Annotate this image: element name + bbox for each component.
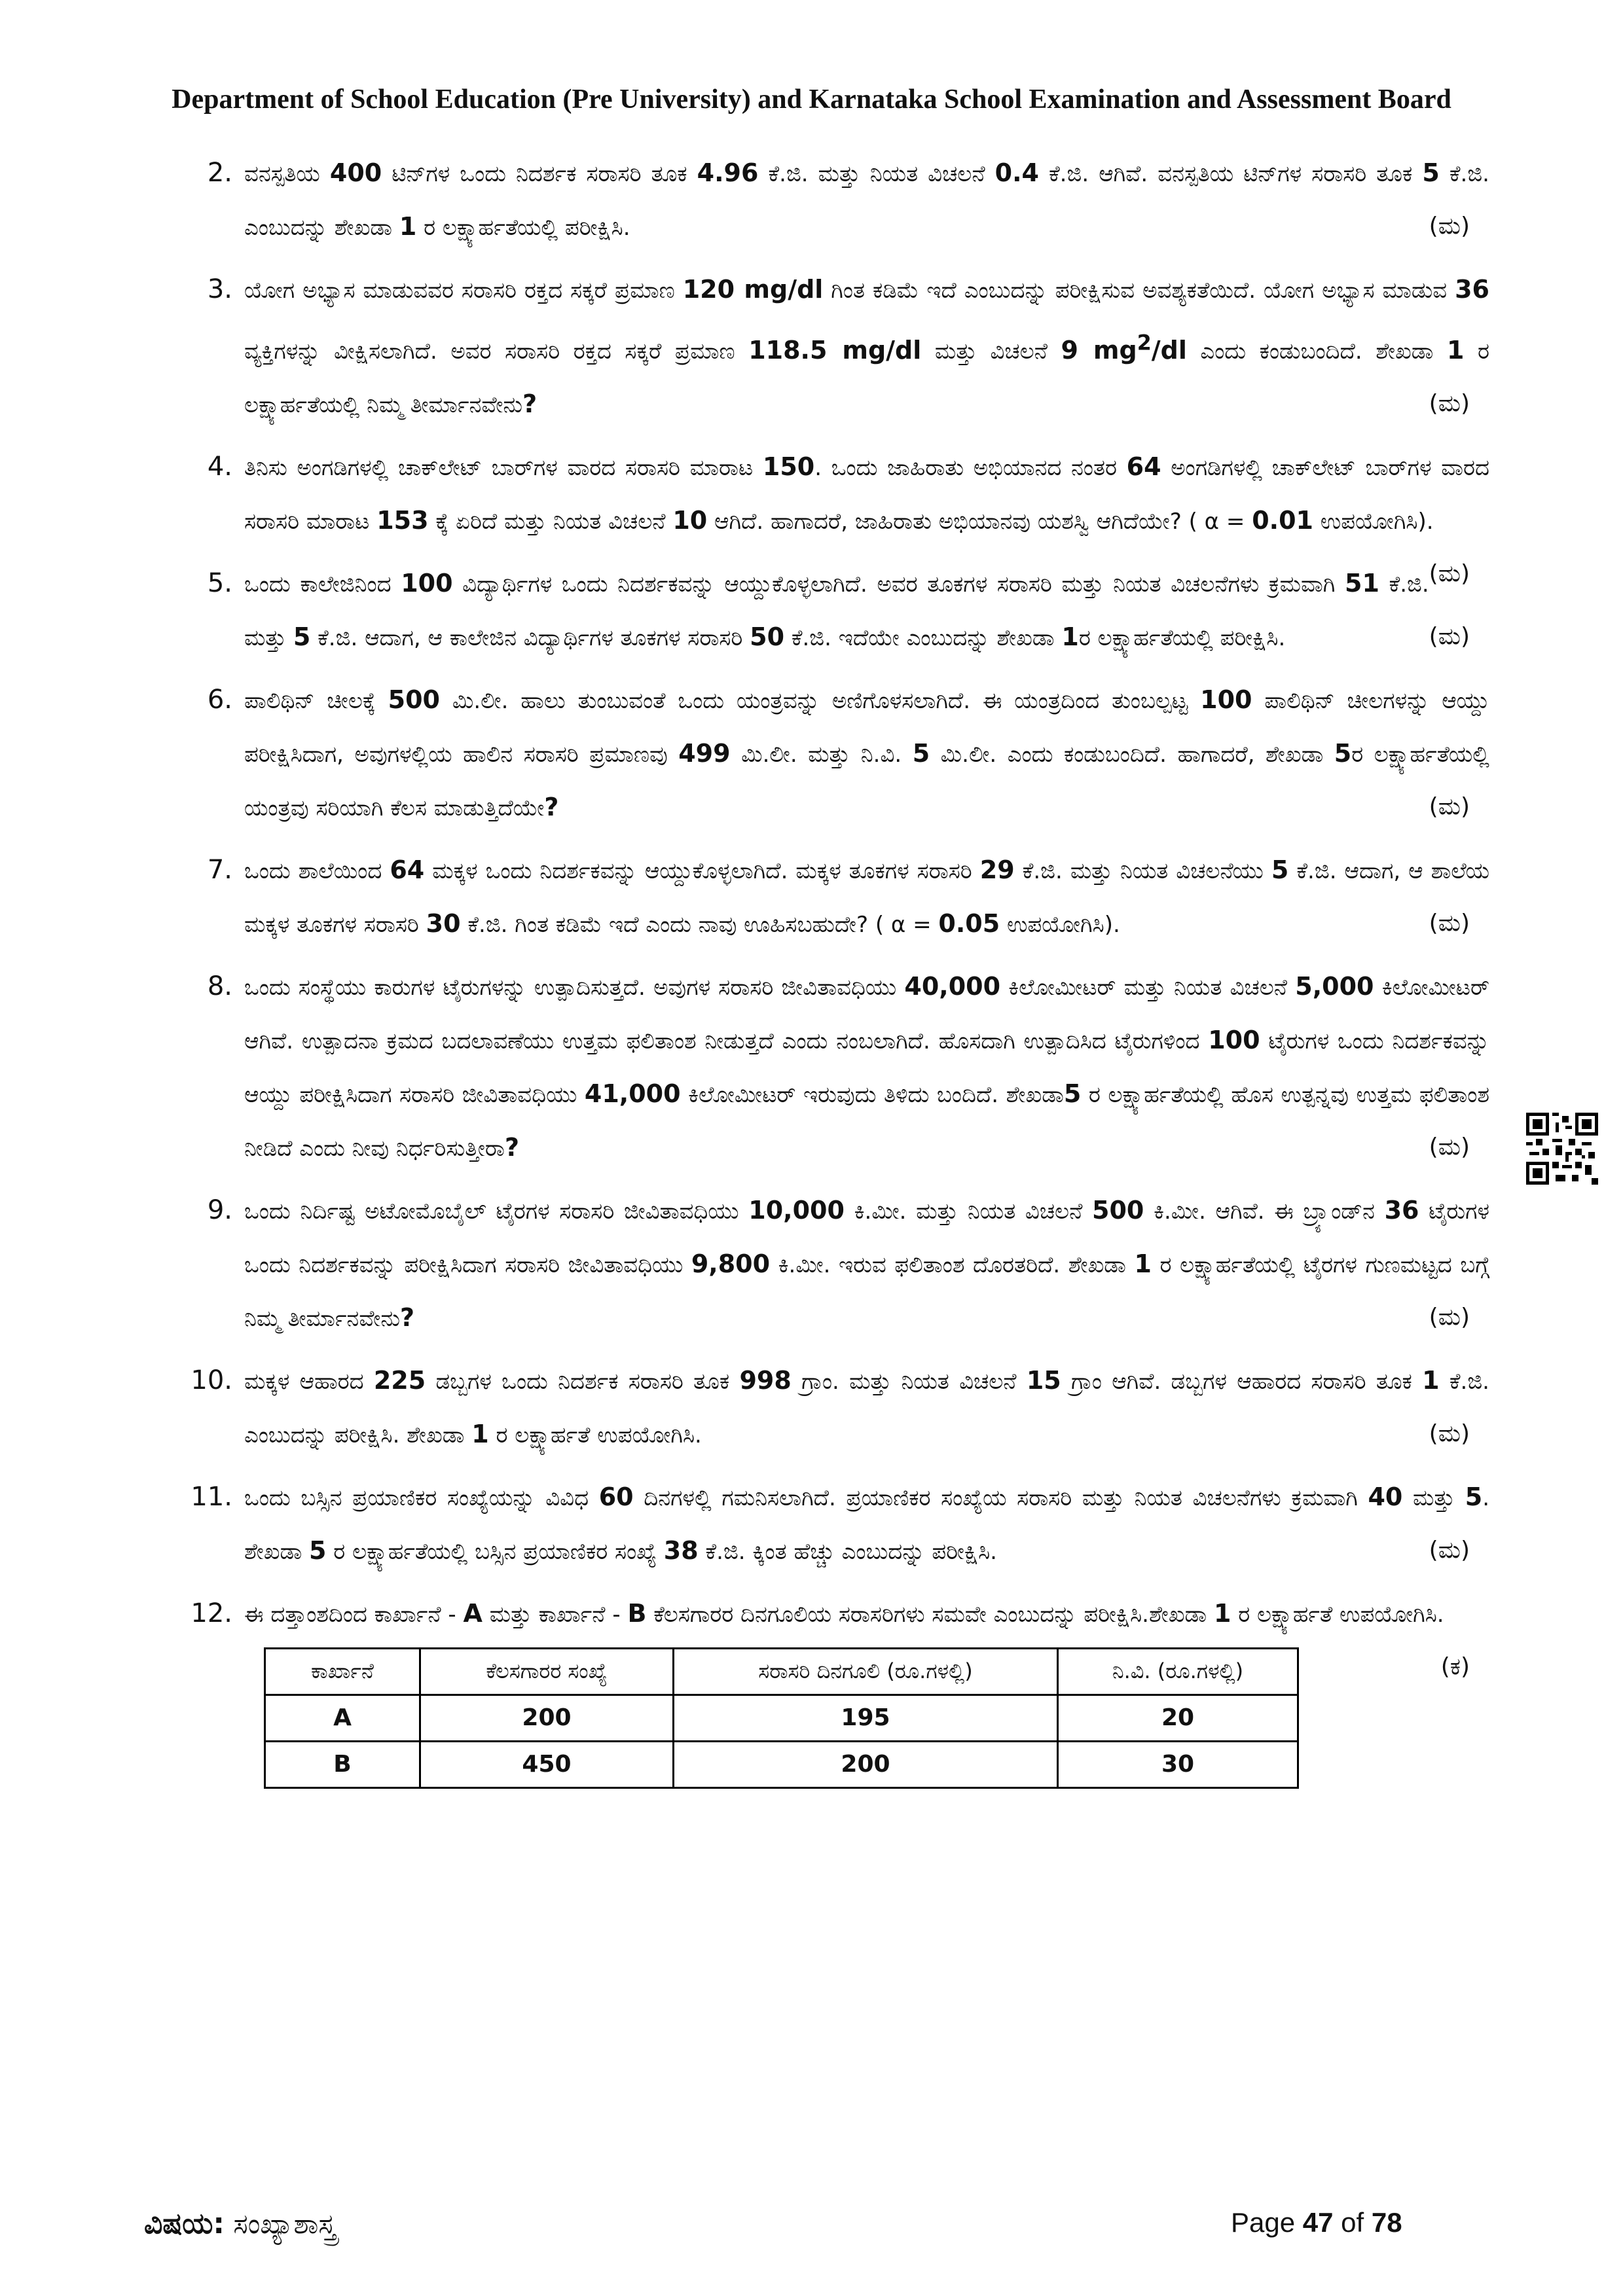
question-text: [244, 673, 1489, 834]
question-text: [244, 1184, 1489, 1345]
question-item: [167, 1354, 1489, 1462]
question-body: ಮಕ್ಕಳ ಆಹಾರದ 225 ಡಬ್ಬಗಳ ಒಂದು ನಿದರ್ಶಕ ಸರಾಸರಿ ತೂಕ 998 ಗ್ರಾಂ. ಮತ್ತು ನಿಯತ ವಿಚಲನೆ 15 ಗ್ರಾಂ ಆಗಿವೆ. ಡಬ್ಬಗಳ ಆಹಾರದ ಸರಾಸರಿ ತೂಕ 1 ಕೆ.ಜಿ. ಎಂಬುದನ್ನು ಪರೀಕ್ಷಿಸಿ. ಶೇಖಡಾ 1 ರ ಲಕ್ಷ್ಯಾರ್ಹತೆ ಉಪಯೋಗಿಸಿ.: [244, 1365, 1489, 1448]
qr-code: [1526, 1113, 1598, 1185]
question-body: ವನಸ್ಪತಿಯ 400 ಟಿನ್‌ಗಳ ಒಂದು ನಿದರ್ಶಕ ಸರಾಸರಿ ತೂಕ 4.96 ಕೆ.ಜಿ. ಮತ್ತು ನಿಯತ ವಿಚಲನೆ 0.4 ಕೆ.ಜಿ. ಆಗಿವೆ. ವನಸ್ಪತಿಯ ಟಿನ್‌ಗಳ ಸರಾಸರಿ ತೂಕ 5 ಕೆ.ಜಿ. ಎಂಬುದನ್ನು ಶೇಖಡಾ 1 ರ ಲಕ್ಷ್ಯಾರ್ಹತೆಯಲ್ಲಿ ಪರೀಕ್ಷಿಸಿ.: [244, 158, 1489, 241]
question-number: 11.: [191, 1481, 232, 1512]
page-current: 47: [1302, 2207, 1334, 2238]
table-row: [265, 1741, 1298, 1787]
subject-label: ವಿಷಯ:: [144, 2207, 225, 2240]
question-text: [244, 263, 1489, 431]
page-word: Page: [1231, 2207, 1296, 2238]
question-mark: (ಮ): [1429, 1420, 1470, 1447]
question-number: 7.: [207, 854, 232, 885]
question-item: [167, 1587, 1489, 1789]
question-number: 10.: [191, 1365, 232, 1395]
question-text: [244, 1354, 1489, 1462]
question-number: 4.: [207, 451, 232, 482]
question-mark: (ಮ): [1429, 389, 1470, 417]
of-word: of: [1341, 2207, 1364, 2238]
question-text: [244, 557, 1489, 664]
table-cell: 30: [1058, 1741, 1298, 1787]
subject-name: ಸಂಖ್ಯಾಶಾಸ್ತ್ರ: [233, 2208, 337, 2240]
question-item: [167, 263, 1489, 431]
question-body: ಈ ದತ್ತಾಂಶದಿಂದ ಕಾರ್ಖಾನೆ - A ಮತ್ತು ಕಾರ್ಖಾನೆ - B ಕೆಲಸಗಾರರ ದಿನಗೂಲಿಯ ಸರಾಸರಿಗಳು ಸಮವೇ ಎಂಬುದನ್ನು ಪರೀಕ್ಷಿಸಿ.ಶೇಖಡಾ 1 ರ ಲಕ್ಷ್ಯಾರ್ಹತೆ ಉಪಯೋಗಿಸಿ.: [244, 1598, 1444, 1628]
question-number: 3.: [207, 274, 232, 304]
question-number: 6.: [207, 684, 232, 715]
question-number: 5.: [207, 567, 232, 598]
question-body: ಯೋಗ ಅಭ್ಯಾಸ ಮಾಡುವವರ ಸರಾಸರಿ ರಕ್ತದ ಸಕ್ಕರೆ ಪ್ರಮಾಣ 120 mg/dl ಗಿಂತ ಕಡಿಮೆ ಇದೆ ಎಂಬುದನ್ನು ಪರೀಕ್ಷಿಸುವ ಅವಶ್ಯಕತೆಯಿದೆ. ಯೋಗ ಅಭ್ಯಾಸ ಮಾಡುವ 36 ವ್ಯಕ್ತಿಗಳನ್ನು ವೀಕ್ಷಿಸಲಾಗಿದೆ. ಅವರ ಸರಾಸರಿ ರಕ್ತದ ಸಕ್ಕರೆ ಪ್ರಮಾಣ 118.5 mg/dl ಮತ್ತು ವಿಚಲನೆ 9 $mg^2/dl$ ಎಂದು ಕಂಡುಬಂದಿದೆ. ಶೇಖಡಾ 1 ರ ಲಕ್ಷ್ಯಾರ್ಹತೆಯಲ್ಲಿ ನಿಮ್ಮ ತೀರ್ಮಾನವೇನು?: [244, 275, 1489, 418]
page-header: Department of School Education (Pre University) and Karnataka School Examination and Assessment Board: [172, 84, 1451, 115]
table-cell: A: [265, 1695, 420, 1741]
question-item: [167, 557, 1489, 664]
table-cell: 20: [1058, 1695, 1298, 1741]
question-mark: (ಮ): [1429, 1536, 1470, 1564]
page-number: [1231, 2207, 1402, 2238]
question-body: ಒಂದು ಕಾಲೇಜಿನಿಂದ 100 ವಿದ್ಯಾರ್ಥಿಗಳ ಒಂದು ನಿದರ್ಶಕವನ್ನು ಆಯ್ದುಕೊಳ್ಳಲಾಗಿದೆ. ಅವರ ತೂಕಗಳ ಸರಾಸರಿ ಮತ್ತು ನಿಯತ ವಿಚಲನೆಗಳು ಕ್ರಮವಾಗಿ 51 ಕೆ.ಜಿ. ಮತ್ತು 5 ಕೆ.ಜಿ. ಆದಾಗ, ಆ ಕಾಲೇಜಿನ ವಿದ್ಯಾರ್ಥಿಗಳ ತೂಕಗಳ ಸರಾಸರಿ 50 ಕೆ.ಜಿ. ಇದೆಯೇ ಎಂಬುದನ್ನು ಶೇಖಡಾ 1ರ ಲಕ್ಷ್ಯಾರ್ಹತೆಯಲ್ಲಿ ಪರೀಕ್ಷಿಸಿ.: [244, 568, 1429, 651]
table-row: [265, 1695, 1298, 1741]
question-item: [167, 147, 1489, 254]
factory-wages-table: [264, 1647, 1299, 1789]
question-item: [167, 673, 1489, 834]
table-header-cell: ಕಾರ್ಖಾನೆ: [265, 1648, 420, 1695]
question-mark: (ಮ): [1429, 622, 1470, 650]
table-header-cell: ಕೆಲಸಗಾರರ ಸಂಖ್ಯೆ: [420, 1648, 674, 1695]
table-cell: B: [265, 1741, 420, 1787]
question-item: [167, 844, 1489, 951]
question-text: [244, 440, 1489, 587]
table-cell: 195: [674, 1695, 1058, 1741]
question-mark: (ಮ): [1429, 1303, 1470, 1331]
question-text: [244, 147, 1489, 254]
question-body: ಒಂದು ನಿರ್ದಿಷ್ಟ ಅಟೋಮೊಬೈಲ್ ಟೈರಗಳ ಸರಾಸರಿ ಜೀವಿತಾವಧಿಯು 10,000 ಕಿ.ಮೀ. ಮತ್ತು ನಿಯತ ವಿಚಲನೆ 500 ಕಿ.ಮೀ. ಆಗಿವೆ. ಈ ಬ್ರ್ಯಾಂಡ್‌ನ 36 ಟೈರುಗಳ ಒಂದು ನಿದರ್ಶಕವನ್ನು ಪರೀಕ್ಷಿಸಿದಾಗ ಸರಾಸರಿ ಜೀವಿತಾವಧಿಯು 9,800 ಕಿ.ಮೀ. ಇರುವ ಫಲಿತಾಂಶ ದೊರತರಿದೆ. ಶೇಖಡಾ 1 ರ ಲಕ್ಷ್ಯಾರ್ಹತೆಯಲ್ಲಿ ಟೈರಗಳ ಗುಣಮಟ್ಟದ ಬಗ್ಗೆ ನಿಮ್ಮ ತೀರ್ಮಾನವೇನು?: [244, 1195, 1489, 1332]
table-header-cell: ನಿ.ವಿ. (ರೂ.ಗಳಲ್ಲಿ): [1058, 1648, 1298, 1695]
question-text: [244, 844, 1489, 951]
table-header-cell: ಸರಾಸರಿ ದಿನಗೂಲಿ (ರೂ.ಗಳಲ್ಲಿ): [674, 1648, 1058, 1695]
question-body: ಪಾಲಿಥಿನ್ ಚೀಲಕ್ಕೆ 500 ಮಿ.ಲೀ. ಹಾಲು ತುಂಬುವಂತೆ ಒಂದು ಯಂತ್ರವನ್ನು ಅಣಿಗೊಳಸಲಾಗಿದೆ. ಈ ಯಂತ್ರದಿಂದ ತುಂಬಲ್ಪಟ್ಟ 100 ಪಾಲಿಥಿನ್ ಚೀಲಗಳನ್ನು ಆಯ್ದು ಪರೀಕ್ಷಿಸಿದಾಗ, ಅವುಗಳಲ್ಲಿಯ ಹಾಲಿನ ಸರಾಸರಿ ಪ್ರಮಾಣವು 499 ಮಿ.ಲೀ. ಮತ್ತು ನಿ.ವಿ. 5 ಮಿ.ಲೀ. ಎಂದು ಕಂಡುಬಂದಿದೆ. ಹಾಗಾದರೆ, ಶೇಖಡಾ 5ರ ಲಕ್ಷ್ಯಾರ್ಹತೆಯಲ್ಲಿ ಯಂತ್ರವು ಸರಿಯಾಗಿ ಕೆಲಸ ಮಾಡುತ್ತಿದೆಯೇ?: [244, 685, 1490, 821]
question-body: ತಿನಿಸು ಅಂಗಡಿಗಳಲ್ಲಿ ಚಾಕ್‌ಲೇಟ್ ಬಾರ್‌ಗಳ ವಾರದ ಸರಾಸರಿ ಮಾರಾಟ 150. ಒಂದು ಜಾಹಿರಾತು ಅಭಿಯಾನದ ನಂತರ 64 ಅಂಗಡಿಗಳಲ್ಲಿ ಚಾಕ್‌ಲೇಟ್ ಬಾರ್‌ಗಳ ವಾರದ ಸರಾಸರಿ ಮಾರಾಟ 153 ಕ್ಕೆ ಏರಿದೆ ಮತ್ತು ನಿಯತ ವಿಚಲನೆ 10 ಆಗಿದೆ. ಹಾಗಾದರೆ, ಜಾಹಿರಾತು ಅಭಿಯಾನವು ಯಶಸ್ವಿ ಆಗಿದೆಯೇ? ( α = 0.01 ಉಪಯೋಗಿಸಿ).: [244, 452, 1489, 535]
question-mark: (ಮ): [1429, 909, 1470, 937]
table-cell: 450: [420, 1741, 674, 1787]
question-number: 8.: [207, 971, 232, 1001]
question-mark: (ಮ): [1429, 1133, 1470, 1160]
question-body: ಒಂದು ಶಾಲೆಯಿಂದ 64 ಮಕ್ಕಳ ಒಂದು ನಿದರ್ಶಕವನ್ನು ಆಯ್ದುಕೊಳ್ಳಲಾಗಿದೆ. ಮಕ್ಕಳ ತೂಕಗಳ ಸರಾಸರಿ 29 ಕೆ.ಜಿ. ಮತ್ತು ನಿಯತ ವಿಚಲನೆಯು 5 ಕೆ.ಜಿ. ಆದಾಗ, ಆ ಶಾಲೆಯ ಮಕ್ಕಳ ತೂಕಗಳ ಸರಾಸರಿ 30 ಕೆ.ಜಿ. ಗಿಂತ ಕಡಿಮೆ ಇದೆ ಎಂದು ನಾವು ಊಹಿಸಬಹುದೇ? ( α = 0.05 ಉಪಯೋಗಿಸಿ).: [244, 855, 1490, 938]
question-text: [244, 1471, 1489, 1578]
question-item: [167, 960, 1489, 1175]
footer-subject: [144, 2207, 336, 2240]
question-text: [244, 960, 1489, 1175]
table-cell: 200: [674, 1741, 1058, 1787]
question-mark: (ಮ): [1429, 560, 1470, 587]
question-body: ಒಂದು ಬಸ್ಸಿನ ಪ್ರಯಾಣಿಕರ ಸಂಖ್ಯೆಯನ್ನು ವಿವಿಧ 60 ದಿನಗಳಲ್ಲಿ ಗಮನಿಸಲಾಗಿದೆ. ಪ್ರಯಾಣಿಕರ ಸಂಖ್ಯೆಯ ಸರಾಸರಿ ಮತ್ತು ನಿಯತ ವಿಚಲನೆಗಳು ಕ್ರಮವಾಗಿ 40 ಮತ್ತು 5. ಶೇಖಡಾ 5 ರ ಲಕ್ಷ್ಯಾರ್ಹತೆಯಲ್ಲಿ ಬಸ್ಸಿನ ಪ್ರಯಾಣಿಕರ ಸಂಖ್ಯೆ 38 ಕೆ.ಜಿ. ಕ್ಕಿಂತ ಹೆಚ್ಚು ಎಂಬುದನ್ನು ಪರೀಕ್ಷಿಸಿ.: [244, 1482, 1490, 1565]
question-item: [167, 440, 1489, 587]
page-total: 78: [1371, 2207, 1402, 2238]
question-mark: (ಮ): [1429, 793, 1470, 820]
question-body: ಒಂದು ಸಂಸ್ಥೆಯು ಕಾರುಗಳ ಟೈರುಗಳನ್ನು ಉತ್ಪಾದಿಸುತ್ತದೆ. ಅವುಗಳ ಸರಾಸರಿ ಜೀವಿತಾವಧಿಯು 40,000 ಕಿಲೋಮೀಟರ್ ಮತ್ತು ನಿಯತ ವಿಚಲನೆ 5,000 ಕಿಲೋಮೀಟರ್ ಆಗಿವೆ. ಉತ್ಪಾದನಾ ಕ್ರಮದ ಬದಲಾವಣೆಯು ಉತ್ತಮ ಫಲಿತಾಂಶ ನೀಡುತ್ತದೆ ಎಂದು ನಂಬಲಾಗಿದೆ. ಹೊಸದಾಗಿ ಉತ್ಪಾದಿಸಿದ ಟೈರುಗಳಿಂದ 100 ಟೈರುಗಳ ಒಂದು ನಿದರ್ಶಕವನ್ನು ಆಯ್ದು ಪರೀಕ್ಷಿಸಿದಾಗ ಸರಾಸರಿ ಜೀವಿತಾವಧಿಯು 41,000 ಕಿಲೋಮೀಟರ್ ಇರುವುದು ತಿಳಿದು ಬಂದಿದೆ. ಶೇಖಡಾ5 ರ ಲಕ್ಷ್ಯಾರ್ಹತೆಯಲ್ಲಿ ಹೊಸ ಉತ್ಪನ್ನವು ಉತ್ತಮ ಫಲಿತಾಂಶ ನೀಡಿದೆ ಎಂದು ನೀವು ನಿರ್ಧರಿಸುತ್ತೀರಾ?: [244, 971, 1489, 1162]
table-cell: 200: [420, 1695, 674, 1741]
question-number: 2.: [207, 158, 232, 188]
question-number: 9.: [207, 1194, 232, 1225]
question-list: [167, 147, 1489, 1798]
question-number: 12.: [191, 1598, 232, 1628]
question-mark: (ಮ): [1429, 213, 1470, 240]
question-item: [167, 1184, 1489, 1345]
question-item: [167, 1471, 1489, 1578]
question-mark: (ಕ): [1440, 1653, 1470, 1680]
